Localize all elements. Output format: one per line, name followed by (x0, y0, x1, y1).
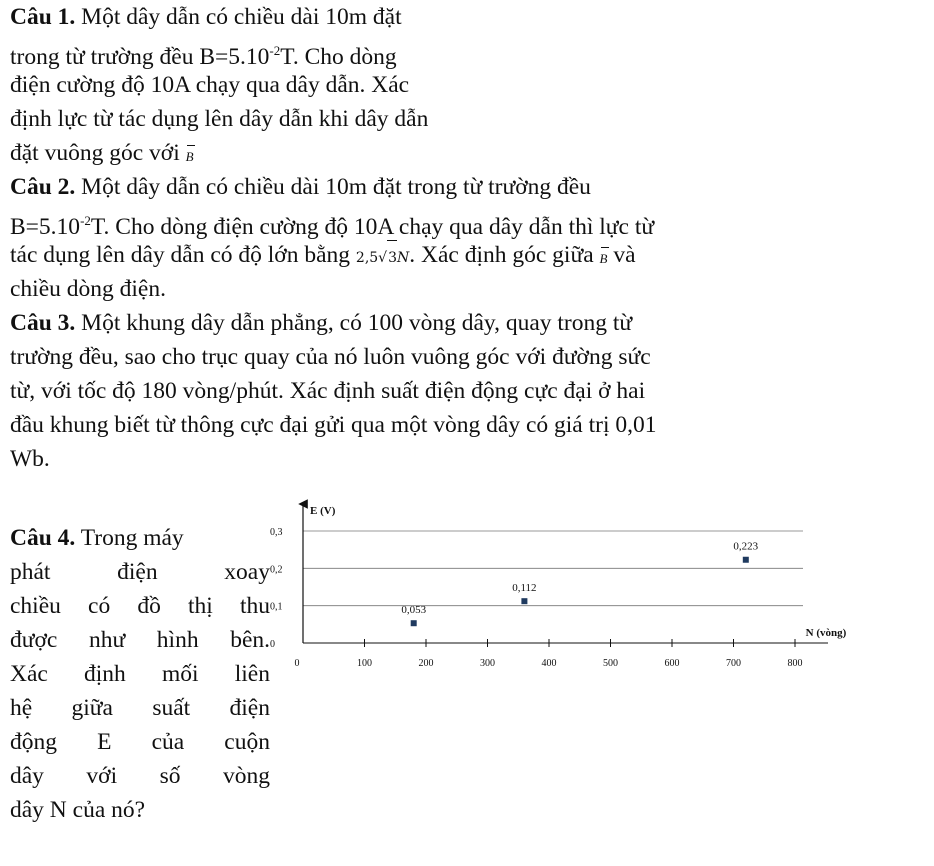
q2-line-4 (10, 272, 926, 306)
data-point-label: 0,112 (512, 582, 537, 595)
question-4 (10, 521, 270, 827)
data-points (401, 541, 758, 626)
x-tick-label: 300 (480, 658, 495, 669)
data-point (411, 620, 417, 626)
x-tick-label: 100 (357, 658, 372, 669)
force-expression (356, 250, 409, 266)
chart-grid (303, 531, 803, 606)
q1-text-6: đặt vuông góc với (10, 140, 186, 166)
q1-line-3 (10, 68, 926, 102)
y-tick-labels (270, 527, 283, 650)
q1-text-4: điện cường độ 10A chạy qua dây dẫn. Xác (10, 72, 410, 98)
force-sqrt-value: 3 (387, 240, 397, 275)
q1-line-5 (10, 136, 926, 170)
q3-text-4: đầu khung biết từ thông cực đại gửi qua một vòng dây có giá trị 0,01 (10, 412, 657, 438)
question-3 (10, 306, 926, 476)
q3-text-1: Một khung dây dẫn phẳng, có 100 vòng dây, quay trong từ (75, 310, 633, 336)
x-tick-label: 800 (787, 658, 803, 669)
vector-b-symbol: B (185, 149, 194, 164)
q3-text-5: Wb. (10, 446, 50, 472)
y-tick-label: 0 (270, 639, 275, 650)
q1-text-1: Một dây dẫn có chiều dài 10m đặt (75, 4, 402, 30)
q4-line-1 (10, 521, 270, 555)
question-1 (10, 0, 926, 170)
y-tick-label: 0,2 (270, 564, 283, 576)
e-vs-n-chart (268, 498, 868, 684)
force-unit: N (397, 250, 410, 266)
q2-line-2 (10, 204, 926, 238)
q4-line-4: được như hình bên. (10, 627, 270, 653)
q4-line-9: dây N của nó? (10, 797, 146, 823)
x-tick-label: 0 (294, 658, 300, 669)
q1-line-2 (10, 34, 562, 68)
q4-line-7: động E của cuộn (10, 729, 270, 755)
question-2 (10, 170, 926, 306)
q3-text-2: trường đều, sao cho trục quay của nó luôn vuông góc với đường sức (10, 344, 651, 370)
q4-line-8: dây với số vòng (10, 763, 270, 789)
q2-line-3 (10, 238, 926, 272)
q3-line-1 (10, 306, 926, 340)
q4-line-3: chiều có đồ thị thu (10, 593, 270, 619)
q4-line-2: phát điện xoay (10, 559, 270, 585)
data-point-label: 0,053 (401, 604, 427, 617)
document (10, 0, 926, 476)
q2-text-2: B=5.10 (10, 213, 81, 240)
q3-line-2 (10, 340, 926, 374)
q1-text-5: định lực từ tác dụng lên dây dẫn khi dây dẫn (10, 106, 429, 132)
q2-exponent: -2 (80, 213, 91, 228)
q4-label: Câu 4. (10, 525, 76, 551)
x-axis-label: N (vòng) (805, 627, 847, 639)
q2-text-6: và (607, 242, 636, 268)
data-point (743, 557, 749, 563)
x-tick-label: 400 (541, 658, 557, 669)
data-point (521, 598, 527, 604)
q4-line-6: hệ giữa suất điện (10, 695, 270, 721)
q1-text-2: trong từ trường đều B=5.10 (10, 43, 270, 70)
q3-label: Câu 3. (10, 310, 76, 336)
data-point-label: 0,223 (733, 540, 759, 553)
x-tick-label: 500 (603, 658, 618, 669)
q1-exponent: -2 (269, 43, 281, 58)
q3-line-4 (10, 408, 926, 442)
q2-text-3: T. Cho dòng điện cường độ 10A chạy qua dây dẫn thì lực từ (90, 213, 655, 240)
q1-line-4 (10, 102, 926, 136)
q2-label: Câu 2. (10, 174, 76, 200)
q3-line-5 (10, 442, 926, 476)
q2-text-5: . Xác định góc giữa (409, 242, 600, 268)
q1-label: Câu 1. (10, 4, 76, 30)
q2-text-1: Một dây dẫn có chiều dài 10m đặt trong từ trường đều (75, 174, 591, 200)
q2-text-4: tác dụng lên dây dẫn có độ lớn bằng (10, 242, 356, 268)
y-tick-label: 0,1 (270, 601, 283, 613)
q1-text-3: T. Cho dòng (280, 43, 397, 70)
q4-text-1: Trong máy (75, 525, 184, 551)
x-tick-label: 700 (726, 658, 741, 669)
sqrt-sign: √ (378, 250, 388, 266)
q3-text-3: từ, với tốc độ 180 vòng/phút. Xác định suất điện động cực đại ở hai (10, 378, 646, 404)
force-coef: 2,5 (355, 250, 379, 266)
x-tick-label: 600 (664, 658, 680, 669)
y-axis-label: E (V) (310, 505, 336, 517)
q3-line-3 (10, 374, 926, 408)
q2-text-7: chiều dòng điện. (10, 276, 166, 302)
y-tick-label: 0,3 (270, 527, 283, 538)
q1-line-1 (10, 0, 926, 34)
q4-line-5: Xác định mối liên (10, 661, 270, 687)
q2-line-1 (10, 170, 926, 204)
x-tick-label: 200 (418, 658, 434, 669)
vector-b-symbol-2: B (599, 251, 608, 266)
